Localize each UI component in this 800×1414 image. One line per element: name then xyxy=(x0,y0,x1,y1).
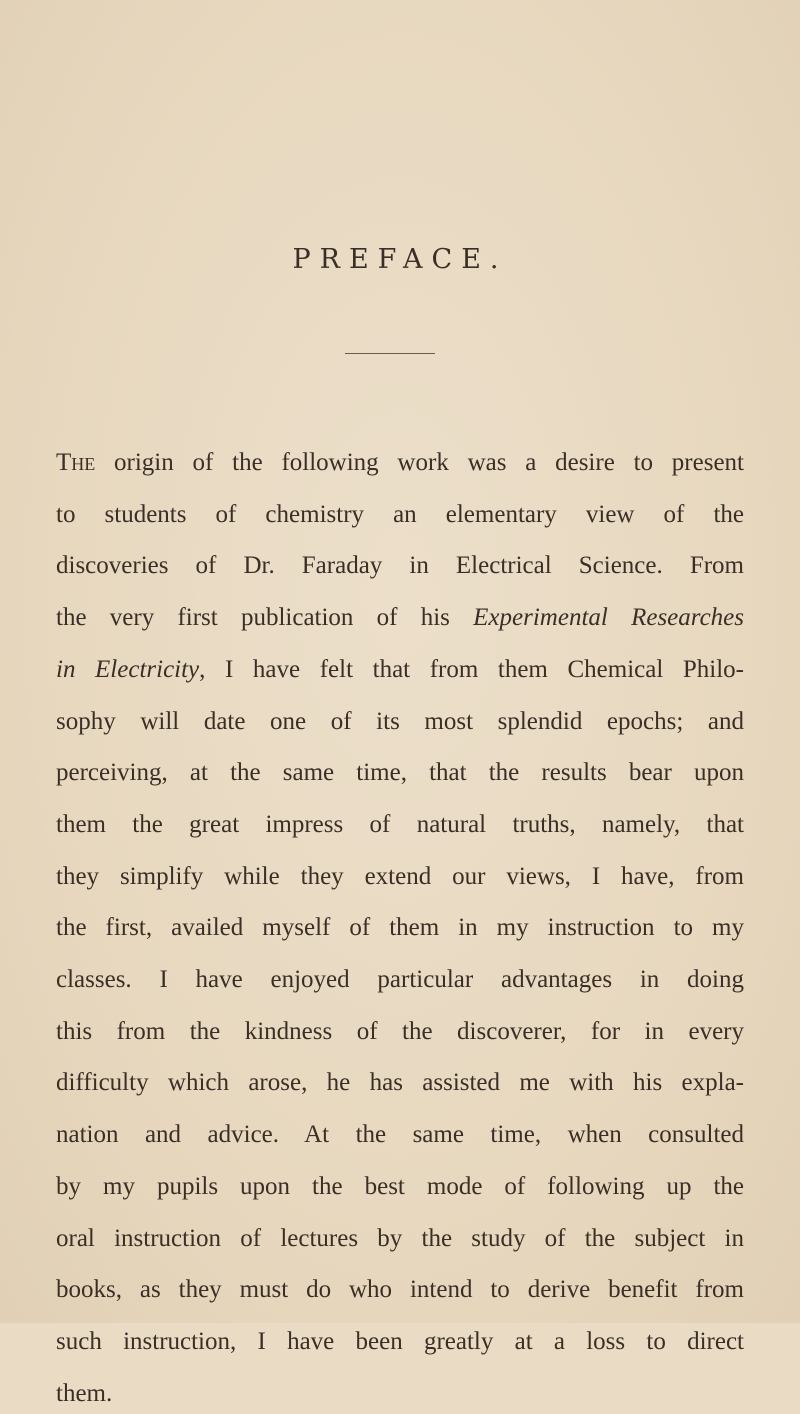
text-line xyxy=(56,1115,744,1155)
page-heading: PREFACE. xyxy=(292,244,508,275)
text-segment: classes. I have enjoyed particular advantages in doing xyxy=(56,966,744,993)
text-segment: nation and advice. At the same time, when consulted xyxy=(56,1121,744,1148)
text-line xyxy=(56,1219,744,1259)
text-line xyxy=(56,650,744,690)
text-segment: them the great impress of natural truths, namely, that xyxy=(56,811,744,838)
text-segment: origin of the following work was a desire to present xyxy=(95,449,744,476)
text-segment: this from the kindness of the discoverer, for in every xyxy=(56,1018,744,1045)
text-line xyxy=(56,908,744,948)
text-segment: sophy will date one of its most splendid epochs; and xyxy=(56,708,744,735)
text-segment: by my pupils upon the best mode of following up the xyxy=(56,1173,744,1200)
text-line xyxy=(56,1374,744,1414)
text-segment: to students of chemistry an elementary view of the xyxy=(56,501,744,528)
text-line xyxy=(56,1167,744,1207)
text-segment: such instruction, I have been greatly at a loss to direct xyxy=(56,1328,744,1355)
text-line xyxy=(56,857,744,897)
text-line xyxy=(56,546,744,586)
text-line xyxy=(56,960,744,1000)
text-segment: The xyxy=(56,449,96,476)
text-line xyxy=(56,753,744,793)
text-segment: them. xyxy=(56,1380,113,1407)
text-line xyxy=(56,495,744,535)
text-line xyxy=(56,805,744,845)
text-segment: the first, availed myself of them in my instruction to my xyxy=(56,914,744,941)
heading-rule xyxy=(345,353,435,354)
text-segment: Experimental Researches xyxy=(473,604,744,631)
text-segment: discoveries of Dr. Faraday in Electrical Science. From xyxy=(56,552,744,579)
text-segment: they simplify while they extend our views, I have, from xyxy=(56,863,744,890)
text-segment: difficulty which arose, he has assisted me with his expla- xyxy=(56,1069,744,1096)
text-line xyxy=(56,1322,744,1362)
text-line xyxy=(56,443,744,483)
text-line xyxy=(56,1012,744,1052)
text-segment: books, as they must do who intend to derive benefit from xyxy=(56,1276,744,1303)
text-segment: oral instruction of lectures by the study of the subject in xyxy=(56,1225,744,1252)
text-segment: the very first publication of his xyxy=(56,604,474,631)
text-line xyxy=(56,1270,744,1310)
text-line xyxy=(56,598,744,638)
text-segment: in Electricity xyxy=(56,656,200,683)
text-line xyxy=(56,702,744,742)
text-segment: perceiving, at the same time, that the results bear upon xyxy=(56,759,744,786)
text-line xyxy=(56,1063,744,1103)
text-segment: , I have felt that from them Chemical Philo- xyxy=(199,656,744,683)
